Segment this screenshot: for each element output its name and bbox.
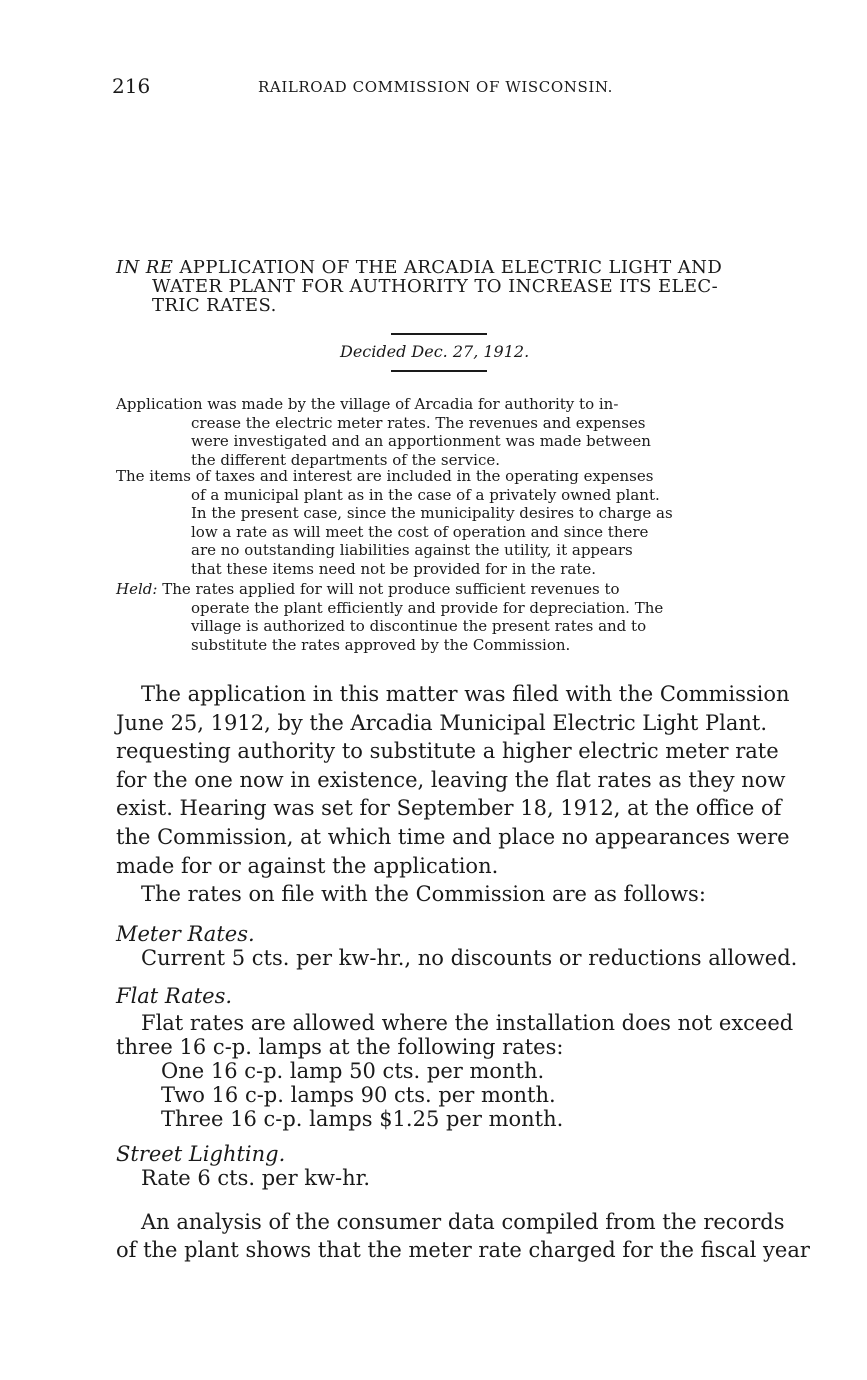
headnote-line: The rates applied for will not produce sufficient revenues to <box>162 580 620 598</box>
body-line: three 16 c-p. lamps at the following rates: <box>116 1035 564 1059</box>
case-title-line: WATER PLANT FOR AUTHORITY TO INCREASE ITS ELEC- <box>152 276 719 297</box>
street-lighting-text: Rate 6 cts. per kw-hr. <box>141 1166 371 1190</box>
body-line: Flat rates are allowed where the installation does not exceed <box>141 1011 794 1035</box>
body-line: The application in this matter was filed with the Commission <box>141 682 790 706</box>
body-paragraph <box>116 1208 810 1264</box>
flat-rates-heading: Flat Rates. <box>116 984 233 1008</box>
divider-rule <box>391 333 487 335</box>
decided-date: Decided Dec. 27, 1912. <box>340 342 530 361</box>
flat-rates-block <box>116 1011 794 1131</box>
in-re-label: IN RE <box>116 257 174 278</box>
headnote-paragraph <box>116 467 772 578</box>
headnote-line: are no outstanding liabilities against the utility, it appears <box>191 541 633 559</box>
street-lighting-heading: Street Lighting. <box>116 1142 286 1166</box>
body-line: the Commission, at which time and place no appearances were <box>116 824 790 849</box>
body-paragraph <box>116 680 790 880</box>
headnote-line: the different departments of the service. <box>191 450 500 469</box>
meter-rates-heading: Meter Rates. <box>116 922 255 946</box>
flat-rate-item: One 16 c-p. lamp 50 cts. per month. <box>161 1059 545 1083</box>
headnote-line: were investigated and an apportionment was made between <box>191 432 651 450</box>
headnote-line: The items of taxes and interest are included in the operating expenses <box>116 467 654 485</box>
headnote-paragraph <box>116 395 772 469</box>
running-head <box>112 74 772 98</box>
body-line: exist. Hearing was set for September 18, 1912, at the office of <box>116 796 782 821</box>
flat-rate-item: Three 16 c-p. lamps $1.25 per month. <box>161 1107 564 1131</box>
meter-rates-text: Current 5 cts. per kw-hr., no discounts or reductions allowed. <box>141 946 798 970</box>
body-line: The rates on file with the Commission are as follows: <box>141 882 706 906</box>
headnote-line: of a municipal plant as in the case of a privately owned plant. <box>191 485 660 504</box>
body-line: An analysis of the consumer data compiled from the records <box>141 1210 785 1234</box>
body-line: of the plant shows that the meter rate charged for the fiscal year <box>116 1238 810 1262</box>
headnote-line: crease the electric meter rates. The revenues and expenses <box>191 413 646 432</box>
case-title-line: APPLICATION OF THE ARCADIA ELECTRIC LIGHT AND <box>179 257 723 278</box>
body-line: June 25, 1912, by the Arcadia Municipal Electric Light Plant. <box>116 710 768 735</box>
headnote-held <box>116 580 772 654</box>
case-title <box>116 258 772 315</box>
headnote-line: operate the plant efficiently and provide for depreciation. The <box>191 598 664 617</box>
divider-rule <box>391 370 487 372</box>
running-head-title: RAILROAD COMMISSION OF WISCONSIN. <box>258 78 613 96</box>
case-title-line: TRIC RATES. <box>152 295 277 316</box>
flat-rate-item: Two 16 c-p. lamps 90 cts. per month. <box>161 1083 556 1107</box>
headnote-line: that these items need not be provided for in the rate. <box>191 559 597 578</box>
headnote-line: In the present case, since the municipality desires to charge as <box>191 504 673 522</box>
headnote-line: Application was made by the village of Arcadia for authority to in- <box>116 395 619 413</box>
headnote-line: low a rate as will meet the cost of operation and since there <box>191 522 649 541</box>
body-paragraph <box>116 880 776 909</box>
held-label: Held: <box>116 580 158 598</box>
headnote-line: village is authorized to discontinue the present rates and to <box>191 617 647 635</box>
body-line: for the one now in existence, leaving the flat rates as they now <box>116 767 786 792</box>
body-line: made for or against the application. <box>116 853 499 878</box>
body-line: requesting authority to substitute a higher electric meter rate <box>116 739 779 764</box>
page-number: 216 <box>112 74 151 98</box>
headnote-line: substitute the rates approved by the Commission. <box>191 635 571 654</box>
